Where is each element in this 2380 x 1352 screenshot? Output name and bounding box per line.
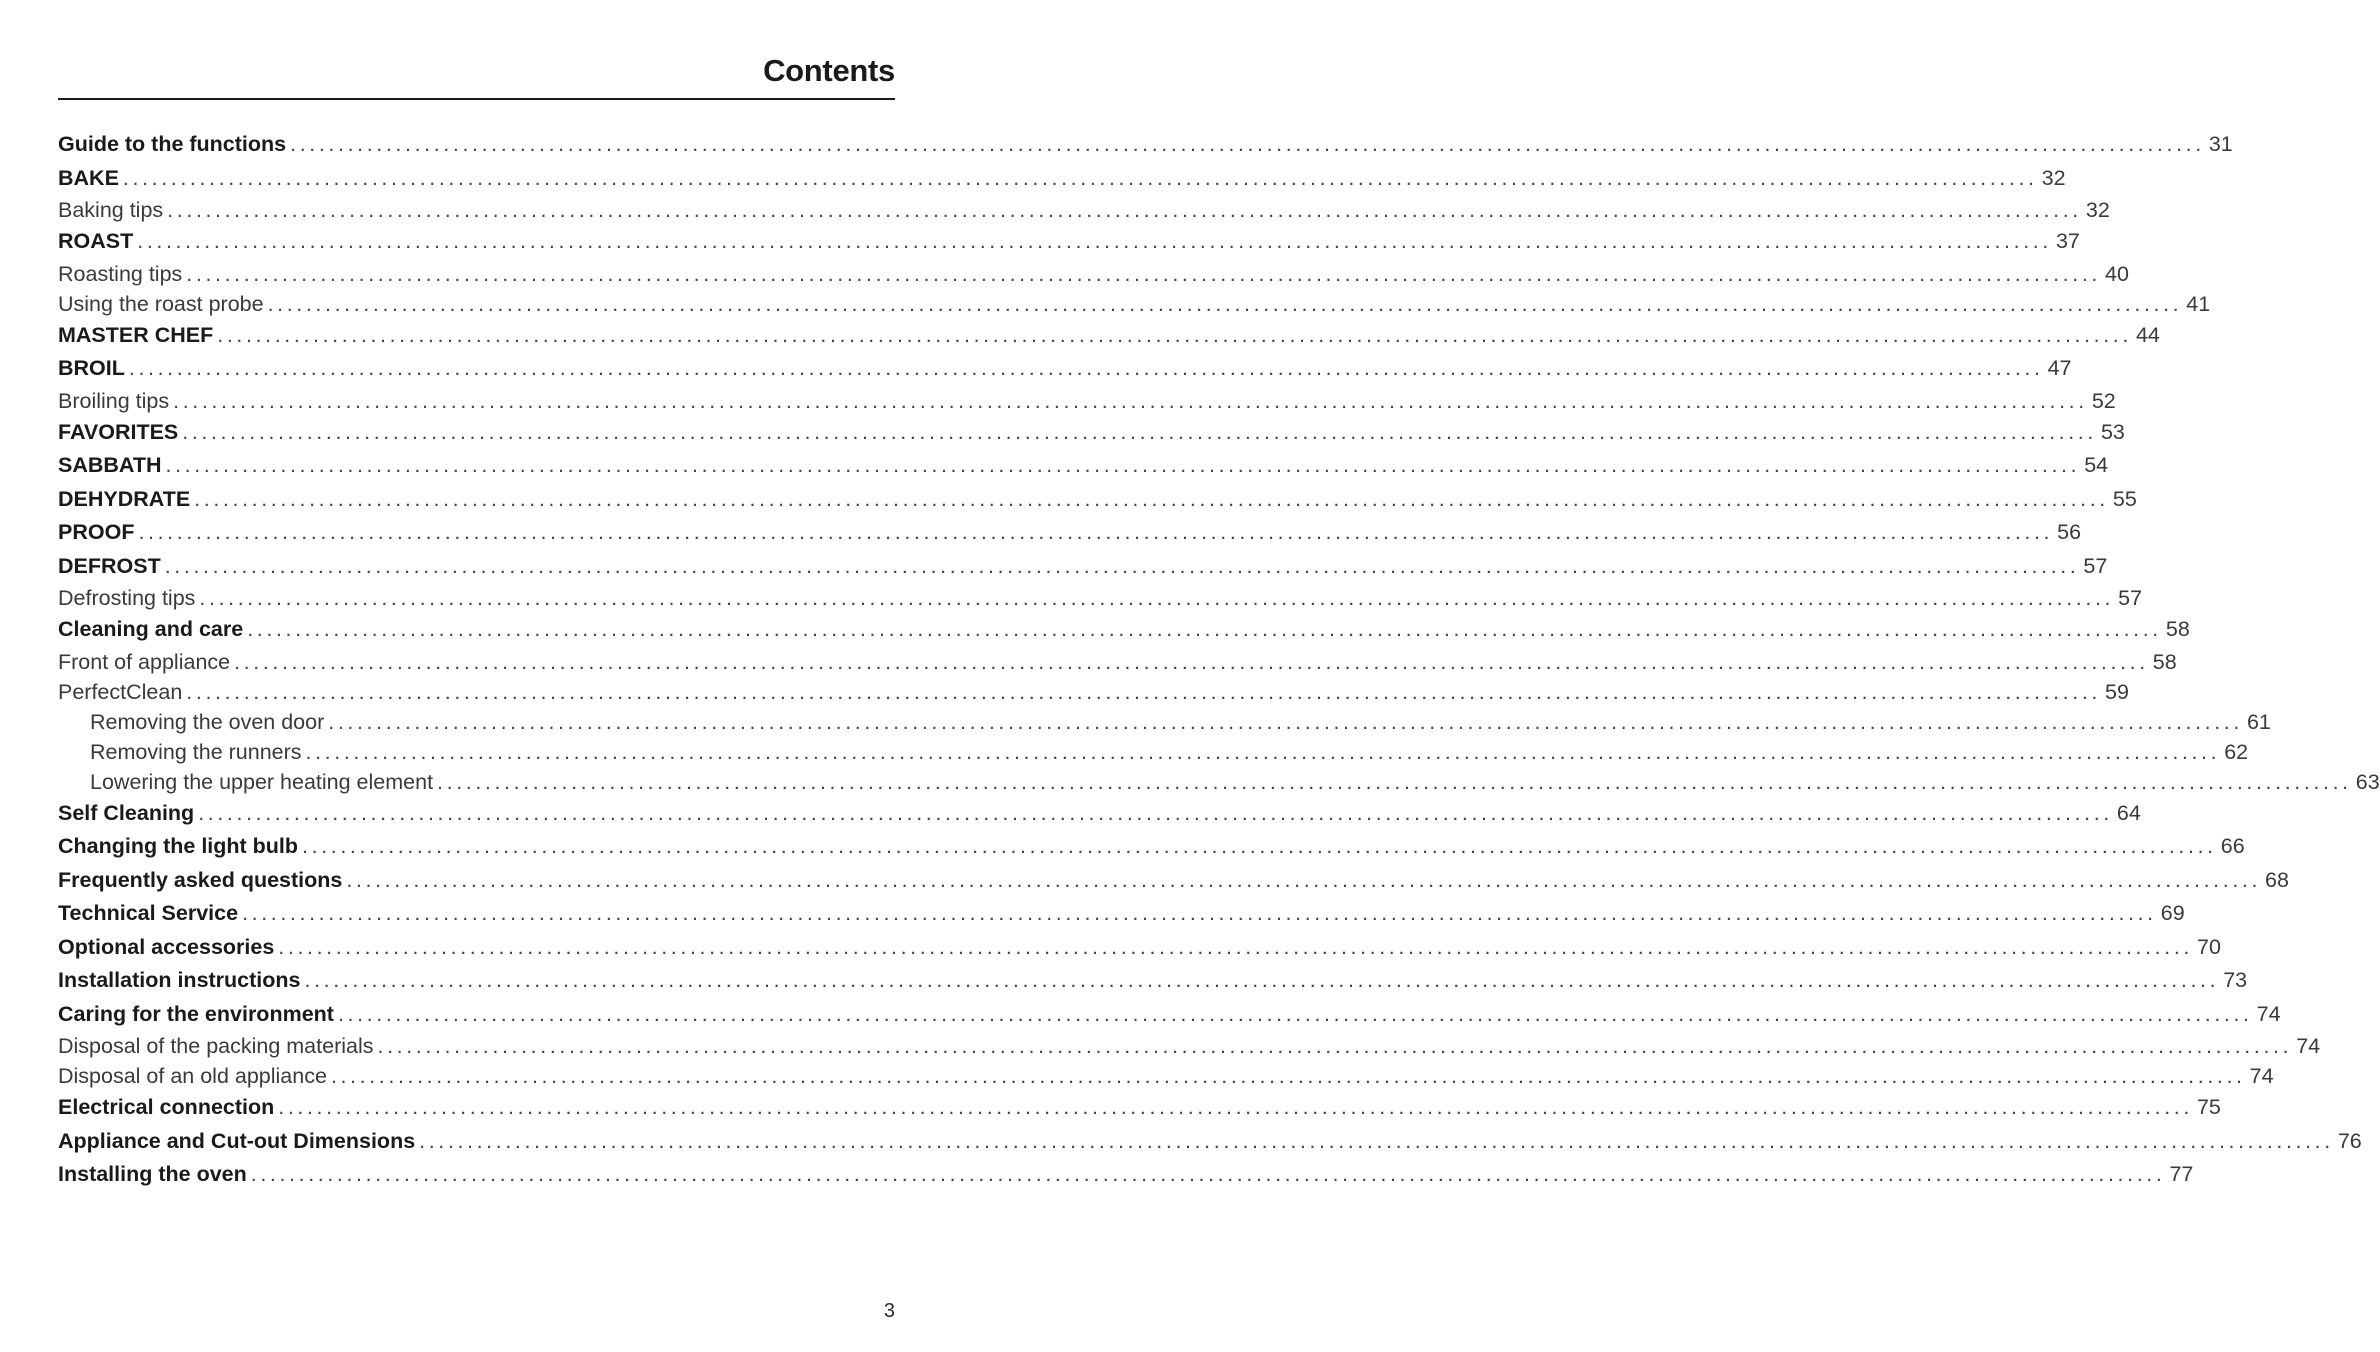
toc-entry-page: 68	[2265, 867, 2289, 892]
toc-entry-page: 47	[2047, 356, 2072, 380]
toc-entry[interactable]	[58, 1061, 2274, 1091]
toc-entry[interactable]	[58, 550, 2108, 584]
toc-entry-page: 62	[2224, 739, 2249, 764]
dot-leader: ........................................................................................................................................................................................................	[278, 1095, 2193, 1119]
toc-entry-page: 74	[2249, 1064, 2274, 1088]
toc-entry-label: Using the roast probe	[58, 291, 264, 316]
dot-leader: ........................................................................................................................................................................................................	[167, 198, 2082, 222]
dot-leader: ........................................................................................................................................................................................................	[128, 356, 2044, 380]
toc-entry-page: 76	[2337, 1128, 2362, 1153]
toc-entry[interactable]	[58, 195, 2110, 225]
dot-leader: ........................................................................................................................................................................................................	[302, 834, 2217, 858]
toc-entry[interactable]	[58, 516, 2082, 550]
dot-leader: ........................................................................................................................................................................................................	[304, 968, 2220, 992]
toc-entry[interactable]	[58, 830, 2245, 864]
toc-entry-page: 53	[2100, 419, 2125, 444]
toc-entry[interactable]	[58, 1158, 2194, 1192]
toc-entry-page: 56	[2057, 520, 2082, 544]
toc-entry[interactable]	[58, 162, 2066, 196]
toc-entry[interactable]	[58, 707, 2271, 737]
toc-entry-page: 75	[2196, 1095, 2221, 1119]
toc-entry-page: 63	[2355, 769, 2380, 794]
toc-entry[interactable]	[58, 613, 2190, 647]
toc-entry-page: 70	[2196, 934, 2221, 959]
toc-entry-page: 69	[2160, 901, 2185, 925]
dot-leader: ........................................................................................................................................................................................................	[165, 453, 2081, 477]
toc-entry-page: 32	[2085, 198, 2110, 222]
toc-entry-page: 41	[2186, 291, 2211, 316]
toc-entry[interactable]	[58, 225, 2080, 259]
toc-entry-label: Electrical connection	[58, 1095, 275, 1119]
dot-leader: ........................................................................................................................................................................................................	[290, 132, 2205, 156]
toc-entry-label: Roasting tips	[58, 261, 183, 286]
toc-entry-label: BAKE	[58, 165, 119, 190]
toc-entry[interactable]	[58, 128, 2233, 162]
toc-entry-label: Installing the oven	[58, 1162, 247, 1186]
dot-leader: ........................................................................................................................................................................................................	[337, 1001, 2253, 1026]
toc-entry-page: 44	[2135, 322, 2160, 347]
dot-leader: ........................................................................................................................................................................................................	[328, 709, 2243, 734]
toc-entry-label: Removing the oven door	[90, 709, 325, 734]
dot-leader: ........................................................................................................................................................................................................	[278, 934, 2193, 959]
toc-entry-label: Guide to the functions	[58, 132, 287, 156]
dot-leader: ........................................................................................................................................................................................................	[242, 901, 2157, 925]
dot-leader: ........................................................................................................................................................................................................	[138, 520, 2054, 544]
toc-entry-page: 32	[2041, 165, 2066, 190]
toc-entry-label: Cleaning and care	[58, 617, 244, 641]
toc-entry-label: Frequently asked questions	[58, 867, 343, 892]
toc-entry[interactable]	[58, 319, 2160, 353]
toc-entry[interactable]	[58, 583, 2143, 613]
toc-entry[interactable]	[58, 864, 2289, 898]
toc-entry-label: Technical Service	[58, 901, 239, 925]
toc-entry-page: 66	[2220, 834, 2245, 858]
dot-leader: ........................................................................................................................................................................................................	[377, 1034, 2293, 1058]
toc-entry[interactable]	[58, 998, 2281, 1032]
dot-leader: ........................................................................................................................................................................................................	[137, 229, 2052, 253]
dot-leader: ........................................................................................................................................................................................................	[199, 586, 2115, 610]
header-rule	[58, 98, 895, 100]
toc-entry-label: Optional accessories	[58, 934, 275, 959]
toc-entry-label: ROAST	[58, 229, 134, 253]
toc-entry[interactable]	[58, 1031, 2321, 1061]
dot-leader: ........................................................................................................................................................................................................	[305, 739, 2221, 764]
table-of-contents	[58, 128, 2380, 1192]
dot-leader: ........................................................................................................................................................................................................	[164, 553, 2080, 578]
toc-entry-page: 52	[2091, 388, 2116, 413]
toc-entry[interactable]	[58, 483, 2137, 517]
toc-entry-label: Defrosting tips	[58, 586, 196, 610]
page-number: 3	[883, 1300, 895, 1322]
toc-entry-label: PerfectClean	[58, 679, 183, 704]
toc-entry[interactable]	[58, 647, 2177, 677]
toc-entry[interactable]	[58, 931, 2221, 965]
toc-entry-page: 74	[2256, 1001, 2281, 1026]
toc-entry-page: 54	[2084, 453, 2109, 477]
toc-entry-page: 58	[2152, 649, 2177, 674]
toc-entry-label: Changing the light bulb	[58, 834, 299, 858]
toc-entry-page: 73	[2223, 968, 2248, 992]
page-title: Contents	[763, 53, 895, 88]
toc-entry-label: DEFROST	[58, 553, 161, 578]
toc-entry-page: 61	[2246, 709, 2271, 734]
toc-entry-page: 31	[2208, 132, 2233, 156]
dot-leader: ........................................................................................................................................................................................................	[186, 261, 2101, 286]
toc-entry[interactable]	[58, 767, 2380, 797]
toc-entry-page: 64	[2116, 800, 2141, 825]
toc-entry-label: SABBATH	[58, 453, 162, 477]
toc-entry[interactable]	[58, 289, 2211, 319]
dot-leader: ........................................................................................................................................................................................................	[419, 1128, 2334, 1153]
toc-entry-label: BROIL	[58, 356, 125, 380]
toc-entry-page: 55	[2112, 486, 2137, 511]
dot-leader: ........................................................................................................................................................................................................	[330, 1064, 2246, 1088]
toc-entry-label: Disposal of the packing materials	[58, 1034, 374, 1058]
dot-leader: ........................................................................................................................................................................................................	[437, 769, 2352, 794]
toc-entry-page: 57	[2118, 586, 2143, 610]
toc-entry-label: Broiling tips	[58, 388, 170, 413]
toc-entry-label: Caring for the environment	[58, 1001, 334, 1026]
toc-entry[interactable]	[58, 259, 2129, 289]
dot-leader: ........................................................................................................................................................................................................	[247, 617, 2162, 641]
dot-leader: ........................................................................................................................................................................................................	[173, 388, 2088, 413]
toc-entry-page: 40	[2104, 261, 2129, 286]
toc-entry[interactable]	[58, 1125, 2362, 1159]
dot-leader: ........................................................................................................................................................................................................	[267, 291, 2183, 316]
toc-entry[interactable]	[58, 1091, 2221, 1125]
toc-entry-page: 74	[2296, 1034, 2321, 1058]
toc-entry-label: Lowering the upper heating element	[90, 769, 434, 794]
toc-entry-label: Removing the runners	[90, 739, 302, 764]
toc-entry[interactable]	[58, 964, 2248, 998]
toc-entry-label: Front of appliance	[58, 649, 231, 674]
dot-leader: ........................................................................................................................................................................................................	[182, 419, 2097, 444]
dot-leader: ........................................................................................................................................................................................................	[217, 322, 2132, 347]
dot-leader: ........................................................................................................................................................................................................	[346, 867, 2262, 892]
dot-leader: ........................................................................................................................................................................................................	[186, 679, 2101, 704]
toc-entry[interactable]	[58, 737, 2249, 767]
toc-entry-page: 58	[2165, 617, 2190, 641]
toc-entry-page: 59	[2104, 679, 2129, 704]
toc-entry-page: 37	[2055, 229, 2080, 253]
toc-entry-label: Self Cleaning	[58, 800, 195, 825]
dot-leader: ........................................................................................................................................................................................................	[194, 486, 2109, 511]
toc-entry[interactable]	[58, 677, 2129, 707]
toc-entry-label: Baking tips	[58, 198, 164, 222]
dot-leader: ........................................................................................................................................................................................................	[198, 800, 2113, 825]
toc-entry-label: FAVORITES	[58, 419, 179, 444]
toc-entry-page: 57	[2083, 553, 2108, 578]
toc-entry[interactable]	[58, 386, 2116, 416]
page-header	[58, 50, 895, 100]
toc-entry[interactable]	[58, 416, 2125, 450]
toc-entry-label: PROOF	[58, 520, 135, 544]
toc-entry[interactable]	[58, 797, 2141, 831]
toc-entry-label: Appliance and Cut-out Dimensions	[58, 1128, 416, 1153]
toc-entry-label: MASTER CHEF	[58, 322, 214, 347]
toc-entry-label: Disposal of an old appliance	[58, 1064, 327, 1088]
toc-entry[interactable]	[58, 449, 2109, 483]
toc-entry-label: DEHYDRATE	[58, 486, 191, 511]
toc-entry-page: 77	[2169, 1162, 2194, 1186]
toc-entry[interactable]	[58, 897, 2185, 931]
dot-leader: ........................................................................................................................................................................................................	[250, 1162, 2166, 1186]
dot-leader: ........................................................................................................................................................................................................	[122, 165, 2038, 190]
toc-entry-label: Installation instructions	[58, 968, 301, 992]
toc-entry[interactable]	[58, 352, 2072, 386]
dot-leader: ........................................................................................................................................................................................................	[234, 649, 2149, 674]
